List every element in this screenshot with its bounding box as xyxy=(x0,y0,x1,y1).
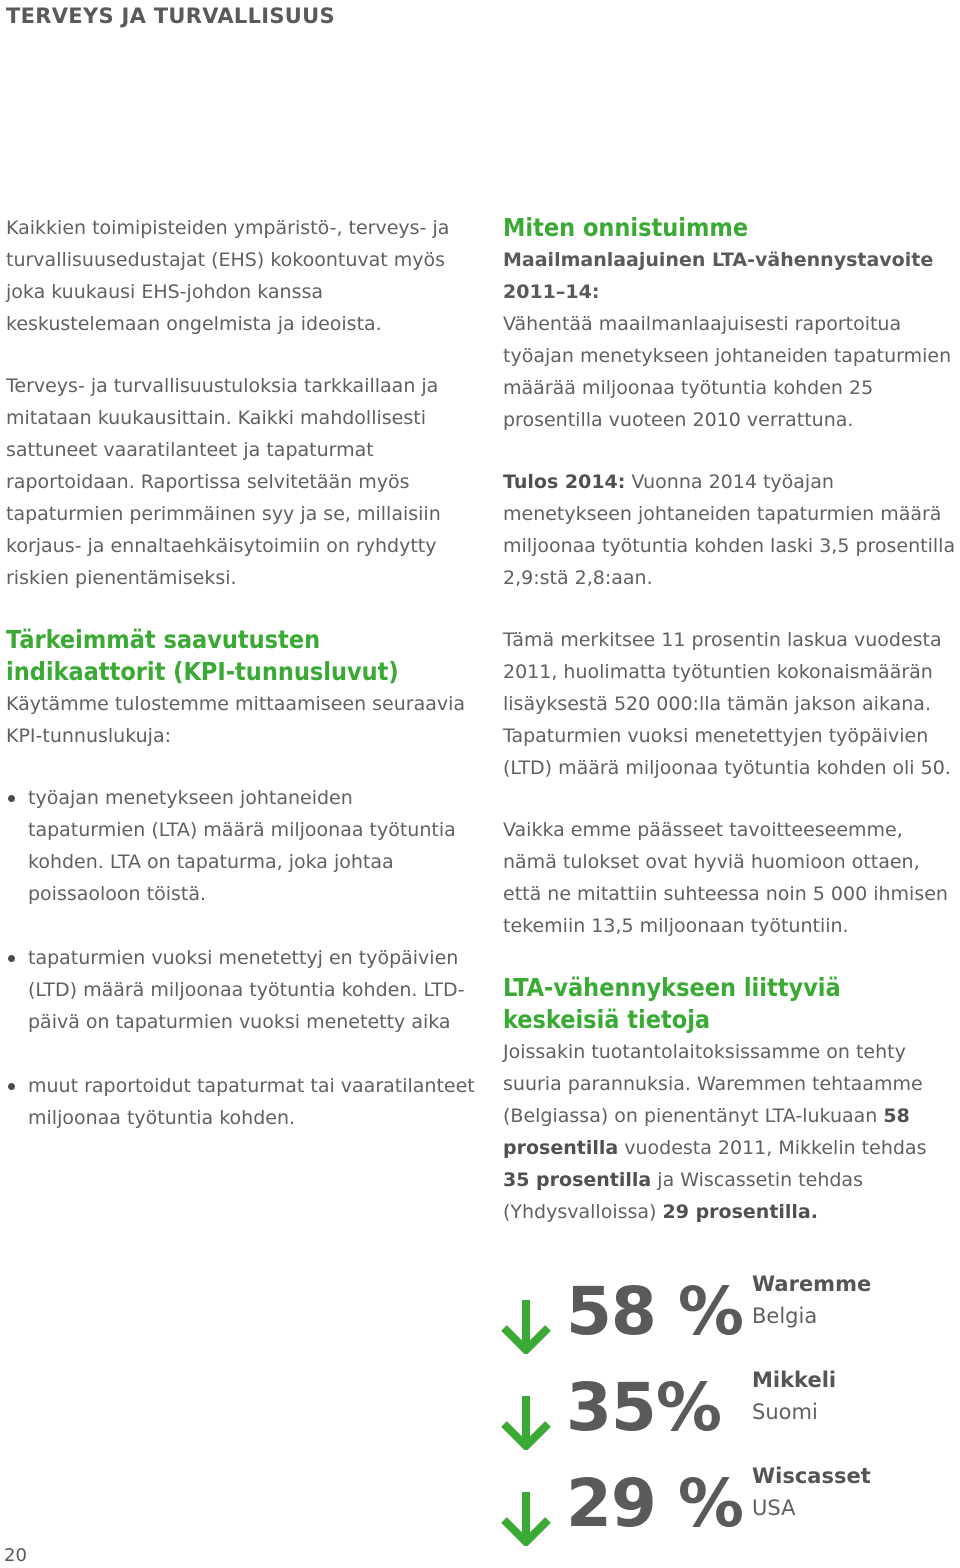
list-item xyxy=(6,1070,476,1134)
result-label: Tulos 2014: xyxy=(503,471,626,493)
stat-site-country: USA xyxy=(752,1496,796,1520)
bullet-icon xyxy=(8,955,15,962)
target-label: Maailmanlaajuinen LTA-vähennystavoite 2011–14: xyxy=(503,249,934,303)
stat-mikkeli xyxy=(500,1368,920,1452)
lta-highlight-mikkeli: 35 prosentilla xyxy=(503,1169,652,1191)
stat-site-name: Waremme xyxy=(752,1272,872,1296)
left-column xyxy=(6,212,476,1166)
stat-wiscasset xyxy=(500,1464,920,1548)
lta-paragraph xyxy=(503,1036,958,1228)
down-arrow-icon xyxy=(500,1298,552,1354)
down-arrow-icon xyxy=(500,1394,552,1450)
down-arrow-icon xyxy=(500,1490,552,1546)
stat-site xyxy=(752,1460,871,1524)
lta-text-a: Joissakin tuotantolaitoksissamme on tehty suuria parannuksia. Waremmen tehtaamme (Belgiassa) on pienentänyt LTA-lukuaan xyxy=(503,1041,923,1127)
kpi-intro: Käytämme tulostemme mittaamiseen seuraavia KPI-tunnuslukuja: xyxy=(6,693,466,747)
stat-percentage: 35% xyxy=(566,1369,721,1446)
right-column xyxy=(503,212,958,1228)
monitoring-paragraph: Terveys- ja turvallisuustuloksia tarkkaillaan ja mitataan kuukausittain. Kaikki mahdollisesti sattuneet vaaratilanteet ja tapaturmat raportoidaan. Raportissa selvitetään myös tapaturmien perimmäinen syy ja se, millaisiin korjaus- ja ennaltaehkäisytoimiin on ryhdytty riskien pienentämiseksi. xyxy=(6,375,441,589)
stat-site-name: Mikkeli xyxy=(752,1368,837,1392)
lta-heading: LTA-vähennykseen liittyviä keskeisiä tietoja xyxy=(503,973,841,1034)
lta-text-b: vuodesta 2011, Mikkelin tehdas xyxy=(618,1137,927,1159)
bullet-icon xyxy=(8,1083,15,1090)
decline-paragraph: Tämä merkitsee 11 prosentin laskua vuodesta 2011, huolimatta työtuntien kokonaismäärän lisäyksestä 520 000:lla tämän jakson aikana. Tapaturmien vuoksi menetettyjen työpäivien (LTD) määrä miljoonaa työtuntia kohden oli 50. xyxy=(503,629,951,779)
stat-site-name: Wiscasset xyxy=(752,1464,871,1488)
bullet-icon xyxy=(8,795,15,802)
list-item-text: työajan menetykseen johtaneiden tapaturmien (LTA) määrä miljoonaa työtuntia kohden. LTA on tapaturma, joka johtaa poissaoloon töistä. xyxy=(28,787,456,905)
stat-site xyxy=(752,1364,836,1428)
list-item-text: muut raportoidut tapaturmat tai vaaratilanteet miljoonaa työtuntia kohden. xyxy=(28,1075,475,1129)
stat-percentage: 58 % xyxy=(566,1273,743,1350)
result-paragraph xyxy=(503,466,958,594)
list-item xyxy=(6,782,476,910)
result-text: Vuonna 2014 työajan menetykseen johtaneiden tapaturmien määrä miljoonaa työtuntia kohden laski 3,5 prosentilla 2,9:stä 2,8:aan. xyxy=(503,471,956,589)
stat-site xyxy=(752,1268,871,1332)
stat-percentage: 29 % xyxy=(566,1465,743,1542)
stat-waremme xyxy=(500,1272,920,1356)
lta-highlight-waremme: 58 prosentilla xyxy=(503,1105,910,1159)
list-item xyxy=(6,942,476,1038)
lta-highlight-wiscasset: 29 prosentilla. xyxy=(662,1201,818,1223)
page-header: TERVEYS JA TURVALLISUUS xyxy=(6,4,335,28)
context-paragraph: Vaikka emme päässeet tavoitteeseemme, nämä tulokset ovat hyviä huomioon ottaen, että ne mitattiin suhteessa noin 5 000 ihmisen tekemiin 13,5 miljoonaan työtuntiin. xyxy=(503,819,948,937)
page-number: 20 xyxy=(4,1545,27,1566)
results-heading: Miten onnistuimme xyxy=(503,213,749,242)
stat-site-country: Belgia xyxy=(752,1304,818,1328)
kpi-heading: Tärkeimmät saavutusten indikaattorit (KPI-tunnusluvut) xyxy=(6,625,399,686)
kpi-list xyxy=(6,782,476,1134)
stat-site-country: Suomi xyxy=(752,1400,818,1424)
list-item-text: tapaturmien vuoksi menetettyj en työpäivien (LTD) määrä miljoonaa työtuntia kohden. LTD-päivä on tapaturmien vuoksi menetetty aika xyxy=(28,947,465,1033)
target-text: Vähentää maailmanlaajuisesti raportoitua työajan menetykseen johtaneiden tapaturmien määrää miljoonaa työtuntia kohden 25 prosentilla vuoteen 2010 verrattuna. xyxy=(503,313,952,431)
lta-text-c: ja Wiscassetin tehdas (Yhdysvalloissa) xyxy=(503,1169,863,1223)
intro-paragraph: Kaikkien toimipisteiden ympäristö-, terveys- ja turvallisuusedustajat (EHS) kokoontuvat myös joka kuukausi EHS-johdon kanssa keskustelemaan ongelmista ja ideoista. xyxy=(6,217,450,335)
